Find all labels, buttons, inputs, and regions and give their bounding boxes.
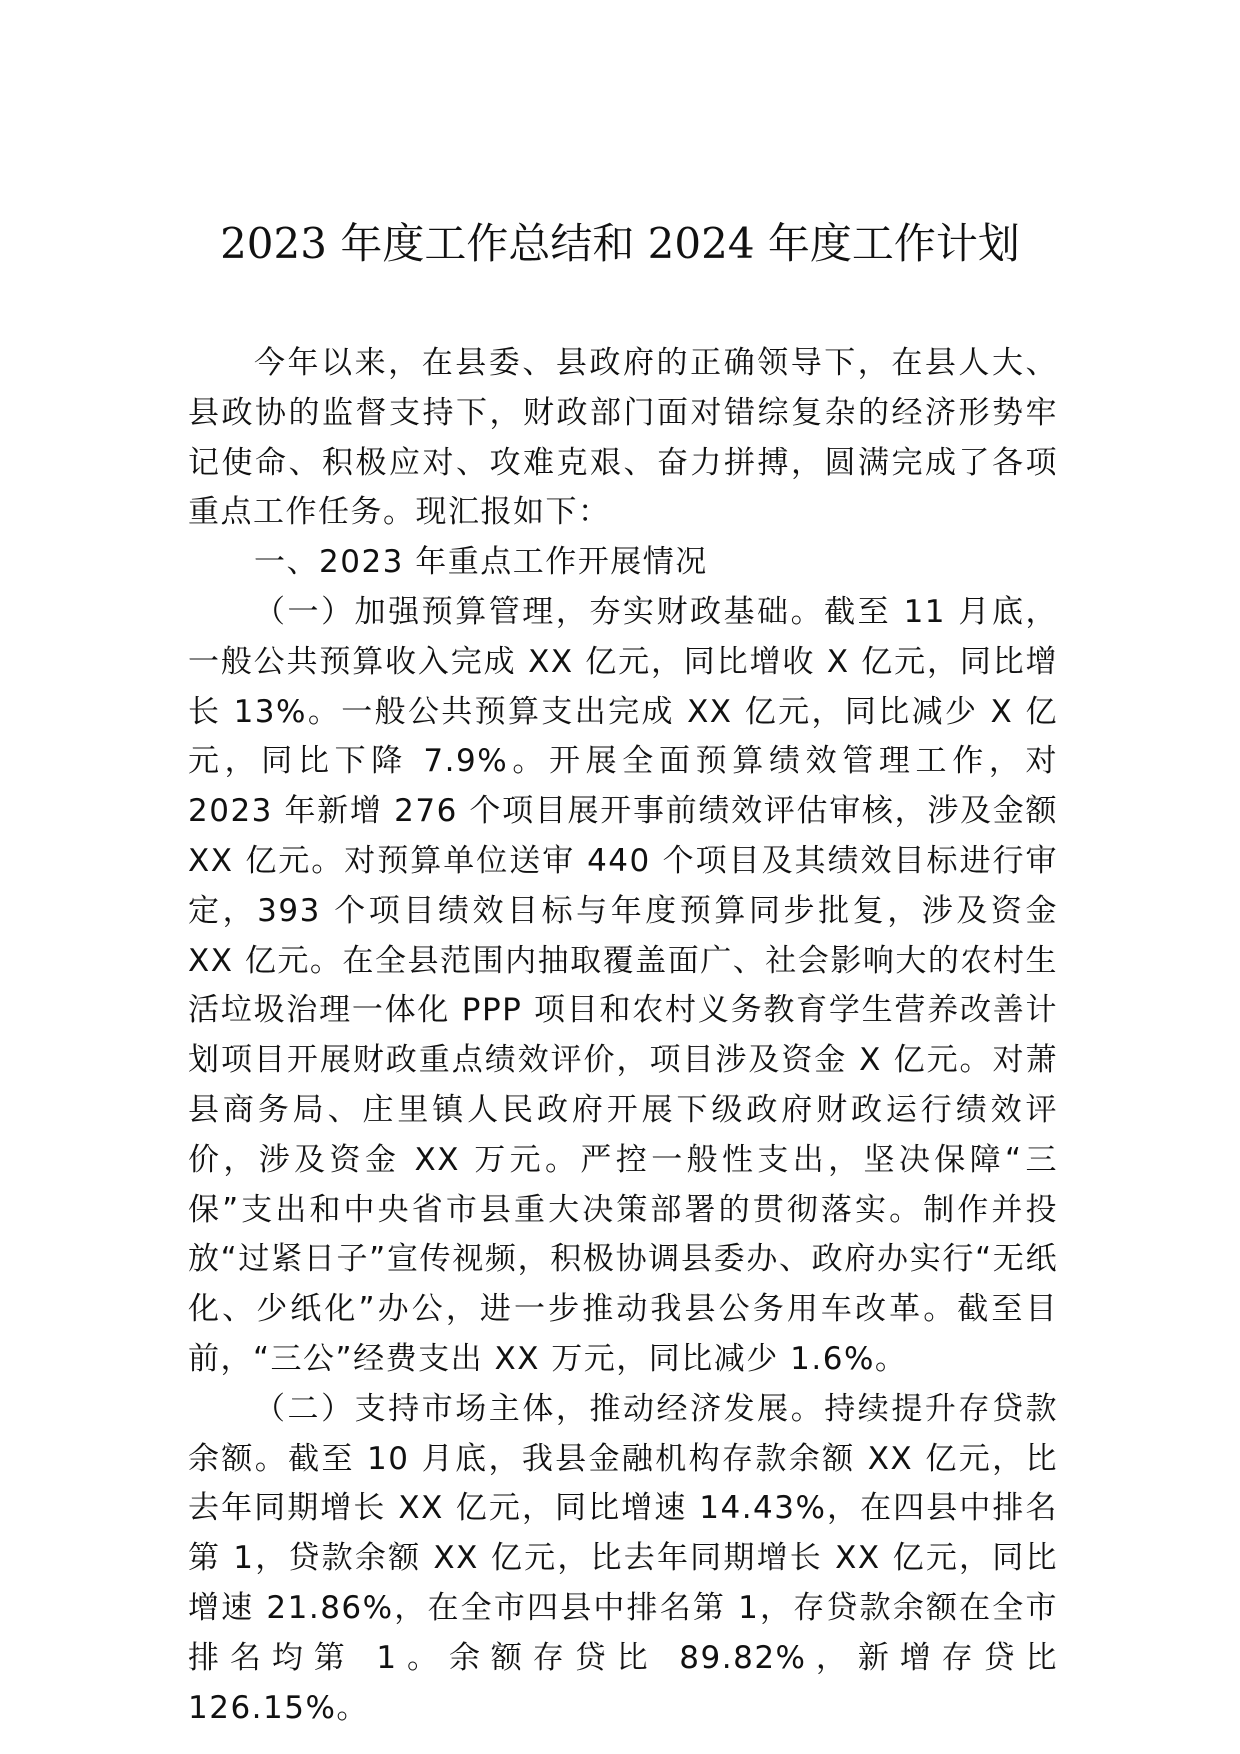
document-title: 2023 年度工作总结和 2024 年度工作计划 <box>220 219 1020 268</box>
document-body <box>188 339 1058 1733</box>
subsection-paragraph-2: （二）支持市场主体，推动经济发展。持续提升存贷款余额。截至 10 月底，我县金融机构存款余额 XX 亿元，比去年同期增长 XX 亿元，同比增速 14.43%，在四县中排名第 1，贷款余额 XX 亿元，比去年同期增长 XX 亿元，同比增速 21.86%，在全市四县中排名第 1，存贷款余额在全市排名均第 1。余额存贷比 89.82%，新增存贷比 126.15%。 <box>188 1390 1058 1726</box>
section-heading: 一、2023 年重点工作开展情况 <box>254 544 708 581</box>
intro-paragraph: 今年以来，在县委、县政府的正确领导下，在县人大、县政协的监督支持下，财政部门面对错综复杂的经济形势牢记使命、积极应对、攻难克艰、奋力拼搏，圆满完成了各项重点工作任务。现汇报如下： <box>188 345 1058 531</box>
subsection-paragraph-1: （一）加强预算管理，夯实财政基础。截至 11 月底，一般公共预算收入完成 XX 亿元，同比增收 X 亿元，同比增长 13%。一般公共预算支出完成 XX 亿元，同比减少 X 亿元，同比下降 7.9%。开展全面预算绩效管理工作，对 2023 年新增 276 个项目展开事前绩效评估审核，涉及金额 XX 亿元。对预算单位送审 440 个项目及其绩效目标进行审定，393 个项目绩效目标与年度预算同步批复，涉及资金 XX 亿元。在全县范围内抽取覆盖面广、社会影响大的农村生活垃圾治理一体化 PPP 项目和农村义务教育学生营养改善计划项目开展财政重点绩效评价，项目涉及资金 X 亿元。对萧县商务局、庄里镇人民政府开展下级政府财政运行绩效评价，涉及资金 XX 万元。严控一般性支出，坚决保障“三保”支出和中央省市县重大决策部署的贯彻落实。制作并投放“过紧日子”宣传视频，积极协调县委办、政府办实行“无纸化、少纸化”办公，进一步推动我县公务用车改革。截至目前，“三公”经费支出 XX 万元，同比减少 1.6%。 <box>188 593 1058 1377</box>
